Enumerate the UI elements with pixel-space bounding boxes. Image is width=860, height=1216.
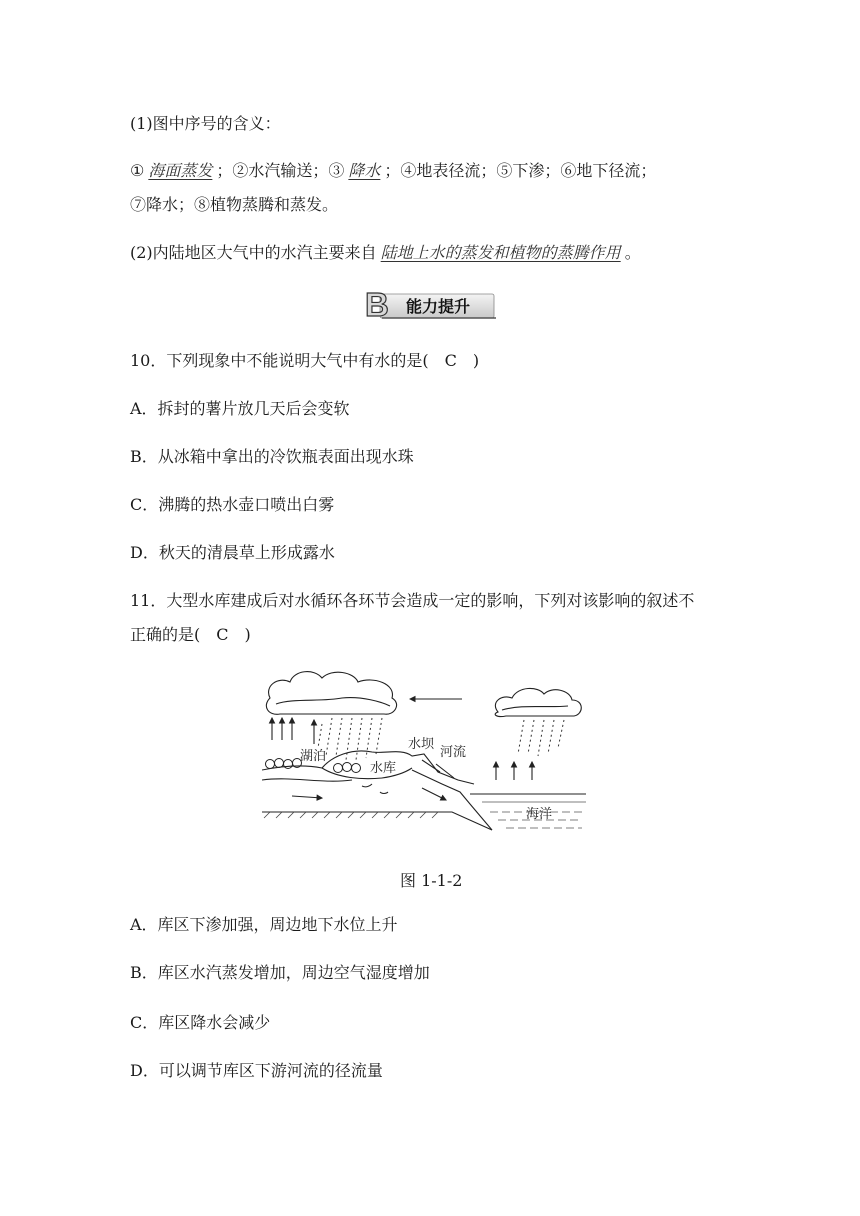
rain-left-icon <box>318 718 382 760</box>
q11-stem-line-2: 正确的是( C ) <box>130 625 251 644</box>
q9-part1-label: (1)图中序号的含义： <box>130 114 281 133</box>
q11-option-c: C．库区降水会减少 <box>130 1013 271 1032</box>
q11-option-b: B．库区水汽蒸发增加，周边空气湿度增加 <box>130 963 430 982</box>
banner-title: 能力提升 <box>406 297 471 316</box>
label-reservoir: 水库 <box>370 761 397 776</box>
q9-answer-blank-1: 海面蒸发 <box>148 161 213 180</box>
q10-option-a: A．拆封的薯片放几天后会变软 <box>130 399 350 418</box>
q9-answer-blank-3: 降水 <box>348 161 381 180</box>
rain-right-icon <box>518 720 564 756</box>
q9-text-2: ；②水汽输送；③ <box>216 161 345 180</box>
banner-letter: B <box>365 287 389 323</box>
label-ocean: 海洋 <box>526 807 553 822</box>
q9-answer-line-1 <box>130 160 656 182</box>
label-lake: 湖泊 <box>300 749 327 764</box>
q10-option-d: D．秋天的清晨草上形成露水 <box>130 543 335 562</box>
q10-stem: 10．下列现象中不能说明大气中有水的是( C ) <box>130 351 480 370</box>
groundwater-arrows <box>292 788 446 800</box>
q11-option-a: A．库区下渗加强，周边地下水位上升 <box>130 915 398 934</box>
label-river: 河流 <box>440 745 467 760</box>
q9-answer-line-2: ⑦降水；⑧植物蒸腾和蒸发。 <box>130 195 339 214</box>
cloud-left-icon <box>266 672 396 715</box>
q11-stem-line-1: 11．大型水库建成后对水循环各环节会造成一定的影响，下列对该影响的叙述不 <box>130 591 695 610</box>
evaporation-arrows-ocean <box>496 762 532 780</box>
label-dam: 水坝 <box>408 737 435 752</box>
q11-option-d: D．可以调节库区下游河流的径流量 <box>130 1061 383 1080</box>
water-cycle-figure <box>262 668 586 836</box>
ground-hatch <box>264 812 438 818</box>
q9-part2 <box>130 242 641 264</box>
runoff-marks <box>362 784 388 794</box>
evaporation-arrows-land <box>272 718 314 744</box>
q10-option-c: C．沸腾的热水壶口喷出白雾 <box>130 495 335 514</box>
q10-option-b: B．从冰箱中拿出的冷饮瓶表面出现水珠 <box>130 447 414 466</box>
section-banner <box>362 287 498 323</box>
q9-part2-answer: 陆地上水的蒸发和植物的蒸腾作用 <box>380 243 621 262</box>
q9-part2-prefix: (2)内陆地区大气中的水汽主要来自 <box>130 243 377 262</box>
cloud-right-icon <box>495 688 581 716</box>
q9-marker-1: ① <box>130 161 145 180</box>
q9-part2-suffix: 。 <box>624 243 641 262</box>
figure-caption: 图 1-1-2 <box>400 871 463 890</box>
q9-text-3: ；④地表径流；⑤下渗；⑥地下径流； <box>384 161 657 180</box>
